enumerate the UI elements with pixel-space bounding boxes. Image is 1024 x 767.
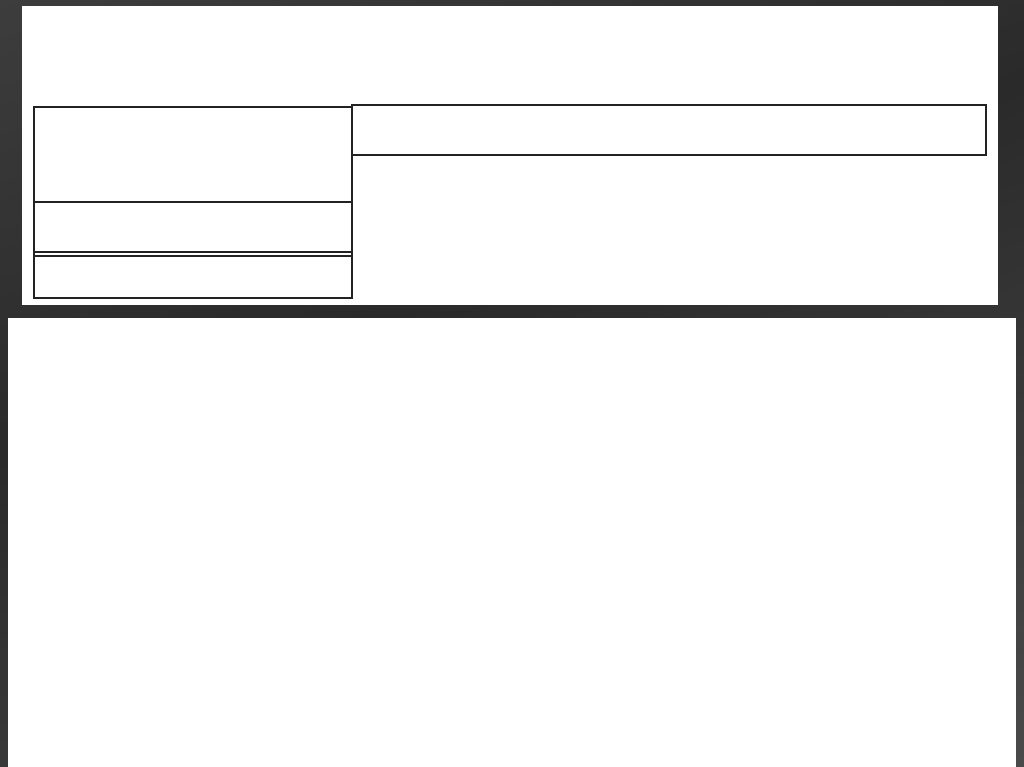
resistance-header xyxy=(351,104,987,156)
bottom-table-sheet xyxy=(8,318,1016,767)
top-table-sheet xyxy=(22,6,998,305)
row-tension-label xyxy=(33,251,353,299)
row-shear-label xyxy=(33,201,353,253)
